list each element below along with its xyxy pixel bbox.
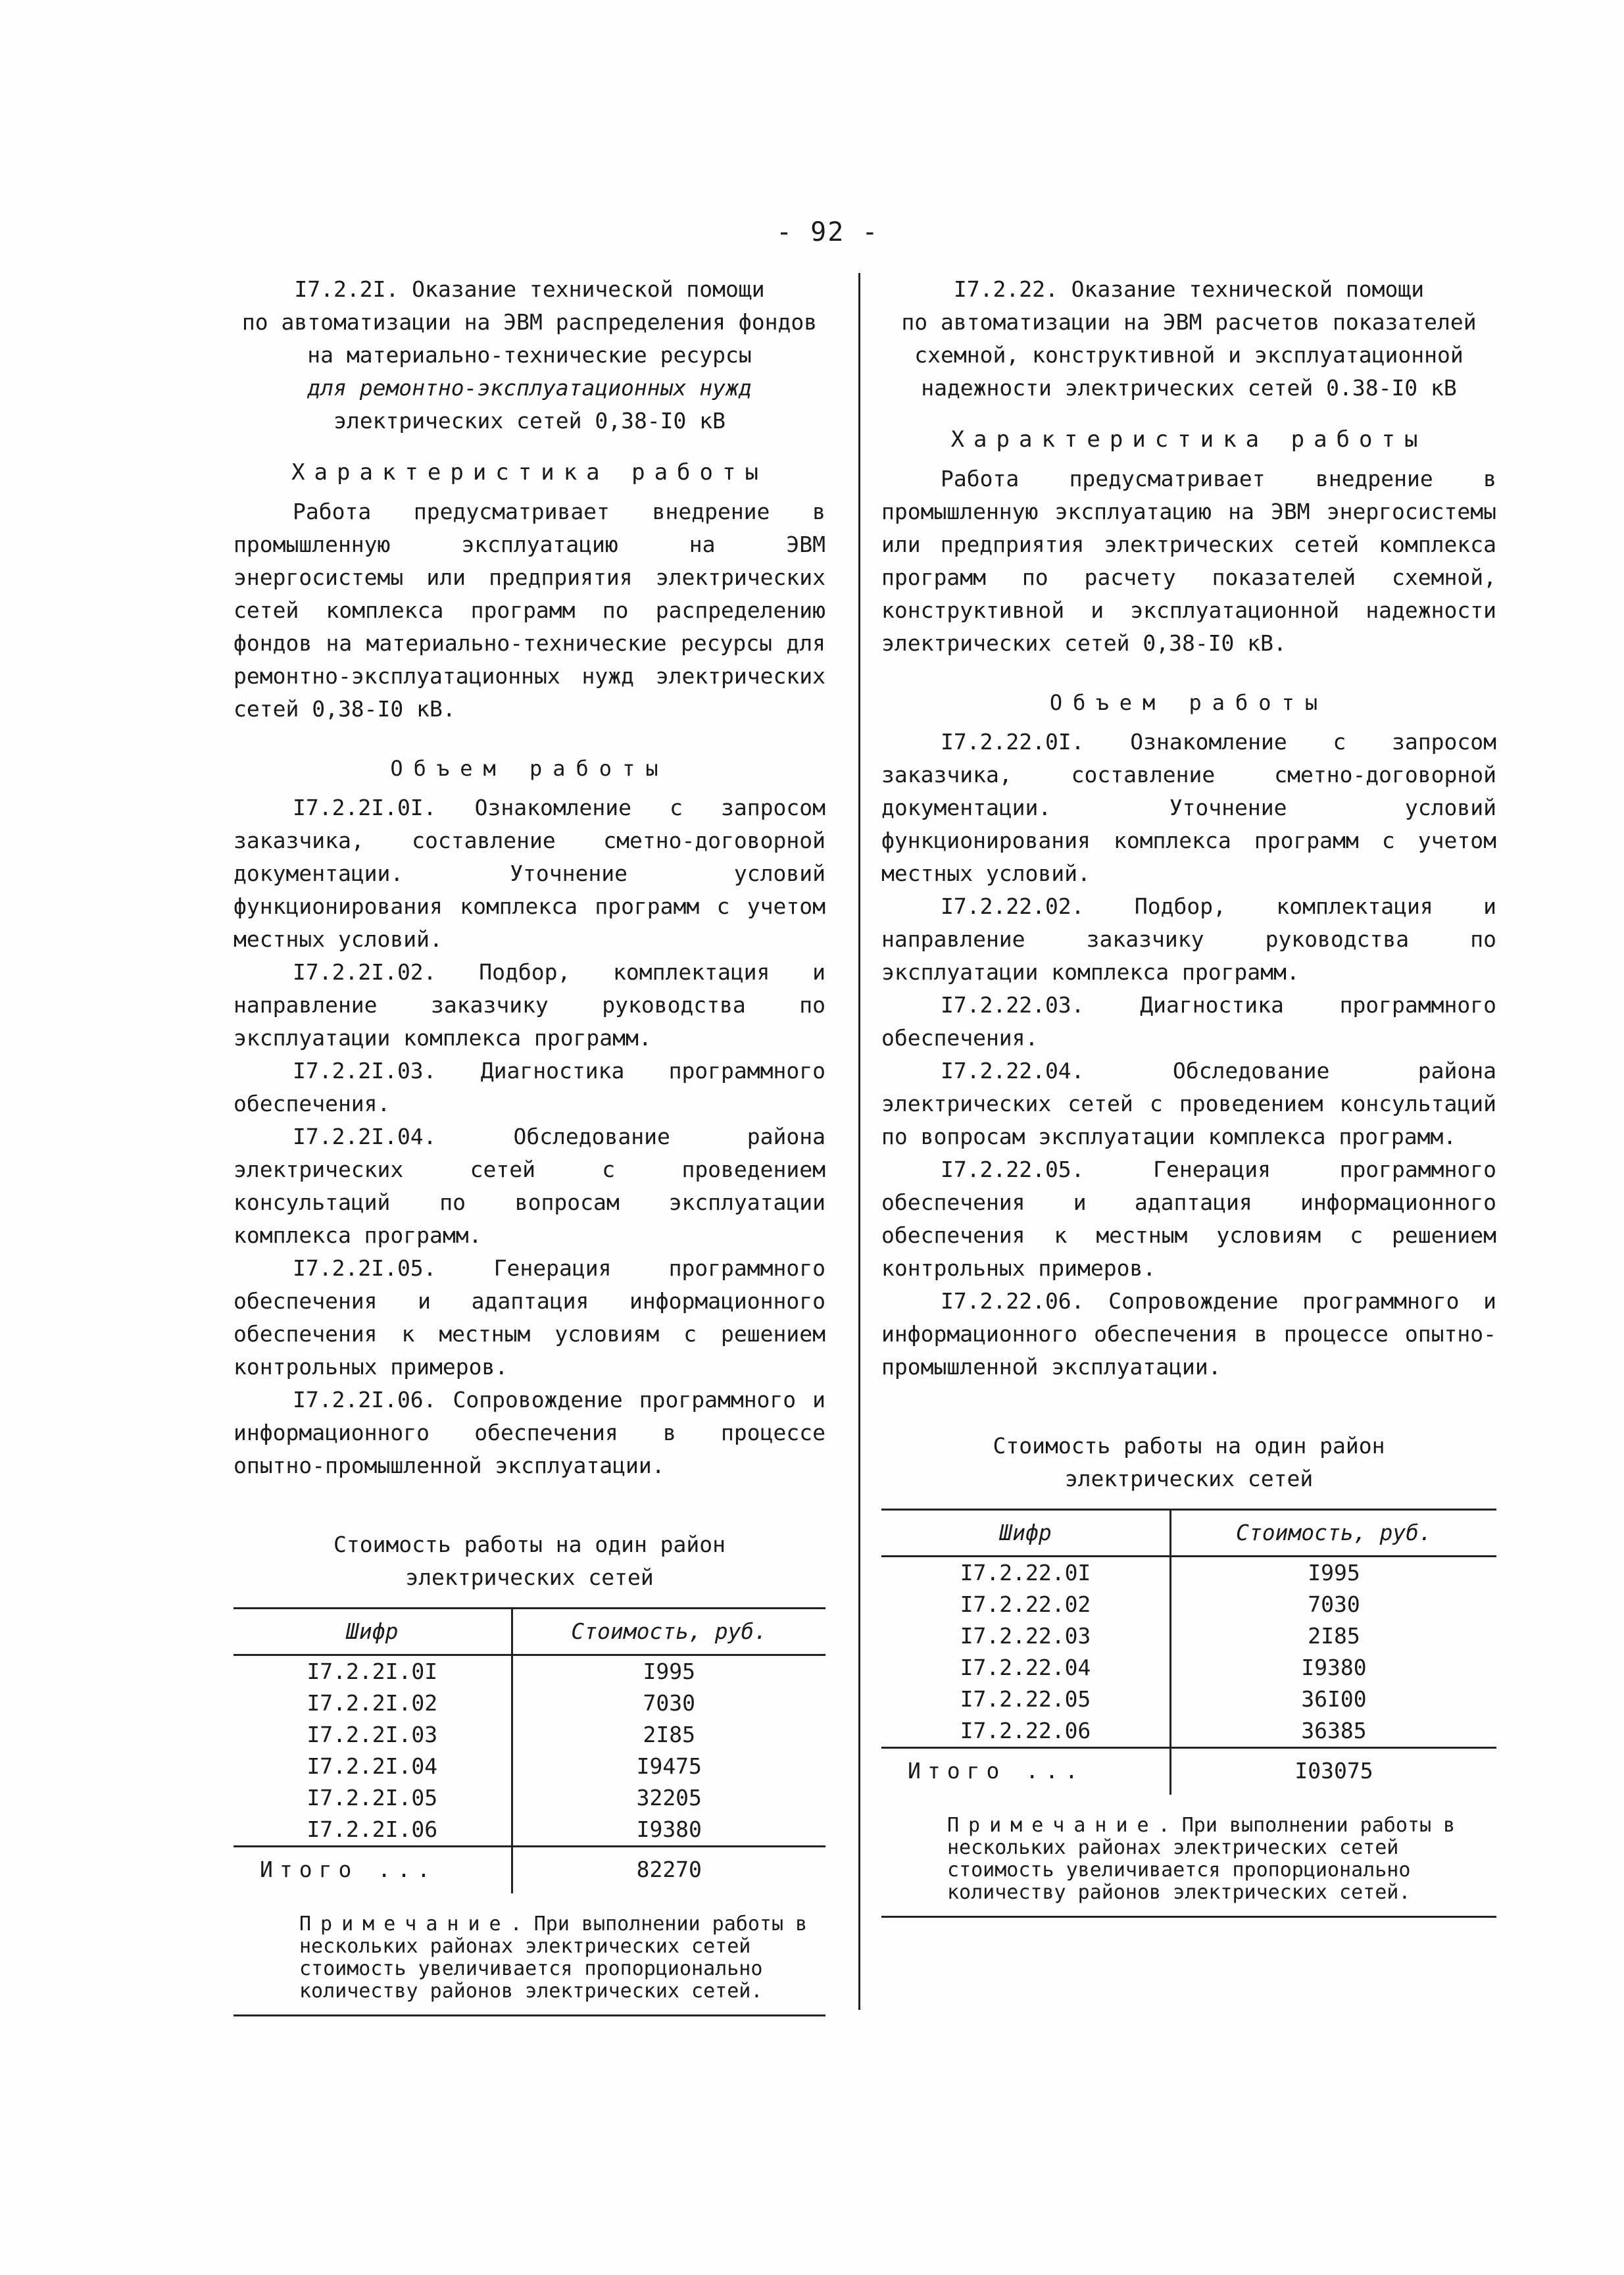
table-row: [881, 1652, 1496, 1684]
note: [881, 1814, 1496, 1904]
cell-cost: 36385: [1301, 1718, 1367, 1743]
scope-item: I7.2.22.05. Генерация программного обеспечения и адаптация информационного обеспечения к местным условиям с решением контрольных примеров.: [881, 1157, 1496, 1281]
cell-code: I7.2.22.05: [881, 1684, 1170, 1715]
header-cost: Стоимость, руб.: [571, 1618, 768, 1644]
table-row: [234, 1719, 825, 1751]
scope-item: I7.2.2I.04. Обследование района электрических сетей с проведением консультаций по вопросам эксплуатации комплекса программ.: [234, 1124, 825, 1248]
scope-item: I7.2.22.03. Диагностика программного обеспечения.: [881, 992, 1496, 1051]
table-row: [881, 1715, 1496, 1748]
cost-caption-line: Стоимость работы на один район: [993, 1433, 1385, 1459]
title-line: схемной, конструктивной и эксплуатационной: [914, 342, 1464, 368]
cell-cost: I9380: [636, 1816, 702, 1842]
cell-cost: 7030: [643, 1690, 695, 1716]
cell-code: I7.2.22.02: [881, 1589, 1170, 1620]
scope-heading: Объем работы: [1049, 690, 1329, 715]
header-code: Шифр: [881, 1510, 1170, 1557]
table-row: [234, 1751, 825, 1782]
table-row: [234, 1782, 825, 1814]
scope-heading: Объем работы: [390, 756, 669, 781]
cell-cost: I9380: [1301, 1655, 1367, 1680]
cell-code: I7.2.2I.05: [234, 1782, 512, 1814]
total-label: Итого ...: [881, 1748, 1170, 1795]
header-cost: Стоимость, руб.: [1235, 1520, 1432, 1545]
title-line: по автоматизации на ЭВМ расчетов показателей: [901, 309, 1477, 335]
cell-cost: 2I85: [643, 1722, 695, 1747]
table-row: [881, 1684, 1496, 1715]
note-label: Примечание: [299, 1913, 510, 1936]
table-row: [234, 1688, 825, 1719]
page-number: - 92 -: [776, 217, 879, 247]
cost-caption: [234, 1528, 825, 1594]
title-line: по автоматизации на ЭВМ распределения фондов: [241, 309, 818, 335]
note: [234, 1913, 825, 2003]
cost-caption-line: электрических сетей: [1064, 1466, 1314, 1491]
characteristic-text: Работа предусматривает внедрение в промышленную эксплуатацию на ЭВМ энергосистемы или предприятия электрических сетей комплекса программ по расчету показателей схемной, конструктивной и эксплуатационной надежности электрических сетей 0,38-I0 кВ.: [881, 466, 1496, 656]
right-section-title: [881, 273, 1496, 405]
cell-code: I7.2.2I.04: [234, 1751, 512, 1782]
cell-code: I7.2.2I.02: [234, 1688, 512, 1719]
cell-code: I7.2.22.06: [881, 1715, 1170, 1748]
cell-cost: I995: [1308, 1560, 1360, 1586]
total-value: I03075: [1170, 1748, 1496, 1795]
cell-cost: I995: [643, 1659, 695, 1684]
cost-caption-line: Стоимость работы на один район: [333, 1532, 726, 1557]
table-header-row: [881, 1510, 1496, 1557]
note-text: . При выполнении работы в нескольких районах электрических сетей стоимость увеличивается пропорционально количеству районов электрических сетей.: [299, 1913, 808, 2003]
note-text: . При выполнении работы в нескольких районах электрических сетей стоимость увеличивается пропорционально количеству районов электрических сетей.: [947, 1814, 1456, 1904]
table-total-row: [234, 1847, 825, 1894]
scope-item: I7.2.22.06. Сопровождение программного и информационного обеспечения в процессе опытно-промышленной эксплуатации.: [881, 1288, 1496, 1380]
column-divider: [858, 273, 860, 2010]
characteristic-heading: Характеристика работы: [291, 459, 768, 486]
table-header-row: [234, 1609, 825, 1655]
left-column: [234, 273, 825, 2016]
scope-item: I7.2.22.0I. Ознакомление с запросом заказчика, составление сметно-договорной документации. Уточнение условий функционирования комплекса программ с учетом местных условий.: [881, 729, 1496, 886]
header-code: Шифр: [234, 1609, 512, 1655]
cell-code: I7.2.2I.06: [234, 1814, 512, 1847]
title-line: надежности электрических сетей 0.38-I0 кВ: [921, 375, 1457, 401]
cell-cost: 2I85: [1308, 1623, 1360, 1649]
scope-item: I7.2.2I.0I. Ознакомление с запросом заказчика, составление сметно-договорной документации. Уточнение условий функционирования комплекса программ с учетом местных условий.: [234, 795, 825, 952]
table-row: [881, 1620, 1496, 1652]
total-label: Итого ...: [234, 1847, 512, 1894]
cell-code: I7.2.2I.03: [234, 1719, 512, 1751]
scope-item: I7.2.2I.03. Диагностика программного обеспечения.: [234, 1058, 825, 1116]
table-row: [234, 1655, 825, 1688]
cell-cost: I9475: [636, 1753, 702, 1779]
total-value: 82270: [512, 1847, 825, 1894]
cell-code: I7.2.22.04: [881, 1652, 1170, 1684]
note-rule: [234, 2014, 825, 2016]
title-line: электрических сетей 0,38-I0 кВ: [333, 408, 726, 434]
scope-item: I7.2.22.04. Обследование района электрических сетей с проведением консультаций по вопросам эксплуатации комплекса программ.: [881, 1058, 1496, 1149]
note-rule: [881, 1916, 1496, 1918]
scope-item: I7.2.22.02. Подбор, комплектация и направление заказчику руководства по эксплуатации комплекса программ.: [881, 893, 1496, 985]
cell-cost: 7030: [1308, 1591, 1360, 1617]
scope-item: I7.2.2I.02. Подбор, комплектация и направление заказчику руководства по эксплуатации комплекса программ.: [234, 959, 825, 1051]
title-line: на материально-технические ресурсы: [307, 342, 752, 368]
table-row: [234, 1814, 825, 1847]
table-row: [881, 1557, 1496, 1589]
characteristic-text: Работа предусматривает внедрение в промышленную эксплуатацию на ЭВМ энергосистемы или предприятия электрических сетей комплекса программ по распределению фондов на материально-технические ресурсы для ремонтно-эксплуатационных нужд электрических сетей 0,38-I0 кВ.: [234, 499, 825, 722]
title-line: I7.2.22. Оказание технической помощи: [953, 276, 1425, 302]
cost-table: [881, 1509, 1496, 1795]
characteristic-heading: Характеристика работы: [950, 426, 1427, 453]
note-label: Примечание: [947, 1814, 1158, 1837]
cost-caption: [881, 1430, 1496, 1495]
cell-code: I7.2.22.0I: [881, 1557, 1170, 1589]
scope-item: I7.2.2I.06. Сопровождение программного и информационного обеспечения в процессе опытно-промышленной эксплуатации.: [234, 1387, 825, 1478]
title-line: для ремонтно-эксплуатационных нужд: [307, 375, 752, 401]
scope-item: I7.2.2I.05. Генерация программного обеспечения и адаптация информационного обеспечения к местным условиям с решением контрольных примеров.: [234, 1255, 825, 1380]
right-column: [881, 273, 1496, 1918]
cost-table: [234, 1607, 825, 1893]
cell-cost: 36I00: [1301, 1686, 1367, 1712]
cost-caption-line: электрических сетей: [405, 1564, 654, 1590]
table-total-row: [881, 1748, 1496, 1795]
title-line: I7.2.2I. Оказание технической помощи: [294, 276, 765, 302]
cell-code: I7.2.2I.0I: [234, 1655, 512, 1688]
cell-code: I7.2.22.03: [881, 1620, 1170, 1652]
cell-cost: 32205: [636, 1785, 702, 1811]
table-row: [881, 1589, 1496, 1620]
left-section-title: [234, 273, 825, 438]
